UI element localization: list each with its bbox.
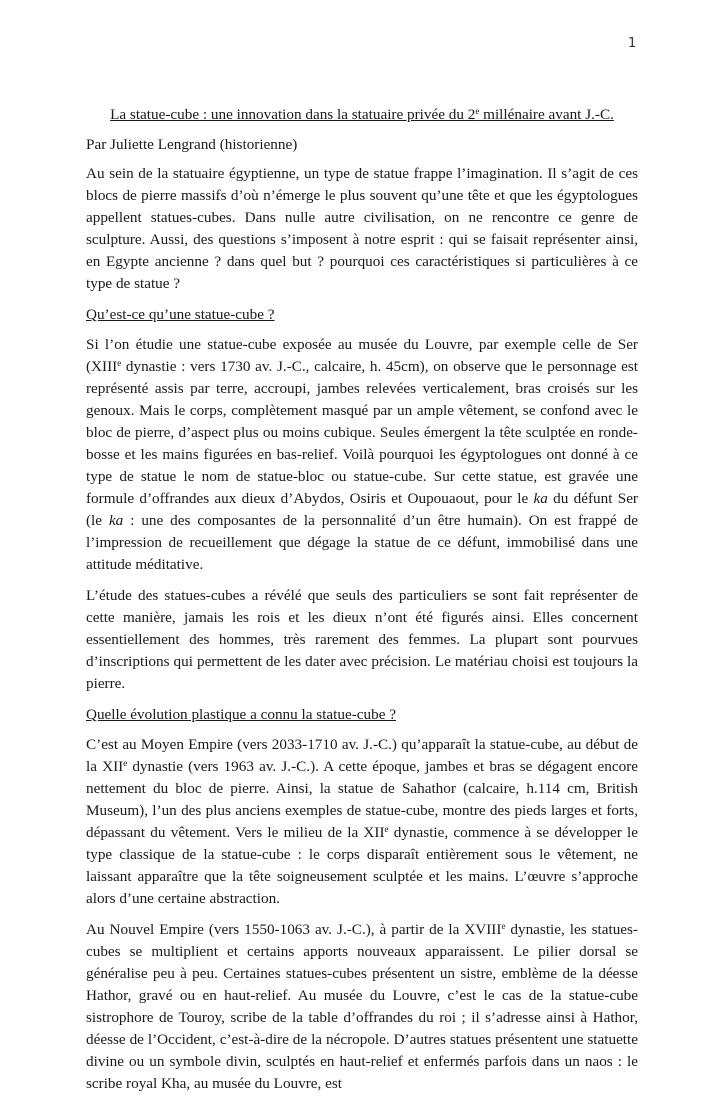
section-heading-evolution: Quelle évolution plastique a connu la statue-cube ? bbox=[86, 706, 396, 723]
paragraph-particuliers: L’étude des statues-cubes a révélé que seuls des particuliers se sont fait représenter de cette manière, jamais les rois et les dieux n’ont été figurés ainsi. Elles concernent essentiellement des hommes, très rarement des femmes. La plupart sont pourvues d’inscriptions qui permettent de les dater avec précision. Le matériau choisi est toujours la pierre. bbox=[86, 587, 638, 692]
title-superscript: e bbox=[475, 106, 480, 116]
text-run: dynastie (vers 1963 av. J.-C.). A cette époque, jambes et bras se dégagent encore nettement du bloc de pierre. Ainsi, la statue de Sahathor (calcaire, h.114 cm, British Museum), l’un des plus anciens exemples de statue-cube, montre des pieds larges et forts, dépassant du vêtement. Vers le milieu de la XII bbox=[86, 758, 638, 841]
text-run: dynastie : vers 1730 av. J.-C., calcaire, h. 45cm), on observe que le personnage est représenté assis par terre, accroupi, jambes relevées verticalement, bras croisés sur les genoux. Mais le corps, complètement masqué par un ample vêtement, se confond avec le bloc de pierre, d’aspect plus ou moins cubique. Seules émergent la tête sculptée en ronde-bosse et les mains figurées en bas-relief. Voilà pourquoi les égyptologues ont donné à ce type de statue le nom de statue-bloc ou statue-cube. Sur cette statue, est gravée une formule d’offrandes aux dieux d’Abydos, Osiris et Oupouaout, pour le bbox=[86, 358, 638, 507]
superscript: e bbox=[384, 824, 389, 834]
paragraph-louvre-ser bbox=[86, 334, 638, 576]
paragraph-moyen-empire bbox=[86, 734, 638, 910]
text-run: dynastie, commence à se développer le type classique de la statue-cube : le corps disparaît entièrement sous le vêtement, ne laissant apparaître que la tête soigneusement sculptée et les mains. L’œuvre s’approche alors d’une certaine abstraction. bbox=[86, 824, 638, 907]
italic-term-ka: ka bbox=[108, 512, 124, 529]
paragraph-intro: Au sein de la statuaire égyptienne, un type de statue frappe l’imagination. Il s’agit de ces blocs de pierre massifs d’où n’émerge le plus souvent qu’une tête et que les égyptologues appellent statues-cubes. Dans nulle autre civilisation, on ne rencontre ce genre de sculpture. Aussi, des questions s’imposent à notre esprit : qui se faisait représenter ainsi, en Egypte ancienne ? dans quel but ? pourquoi ces caractéristiques si particulières à ce type de statue ? bbox=[86, 165, 638, 292]
superscript: e bbox=[501, 921, 506, 931]
italic-term-ka: ka bbox=[533, 490, 548, 507]
document-title bbox=[86, 104, 638, 126]
superscript: e bbox=[123, 758, 128, 768]
paragraph-nouvel-empire bbox=[86, 919, 638, 1095]
author-byline: Par Juliette Lengrand (historienne) bbox=[86, 136, 298, 153]
page-number: 1 bbox=[628, 36, 637, 51]
text-run: C’est au Moyen Empire (vers 2033-1710 av. J.-C.) qu’apparaît la statue-cube, au début de la XII bbox=[86, 736, 638, 775]
text-run: Si l’on étudie une statue-cube exposée au musée du Louvre, par exemple celle de Ser (XIII bbox=[86, 336, 638, 375]
title-text-post: millénaire avant J.-C. bbox=[479, 106, 614, 123]
title-text-pre: La statue-cube : une innovation dans la statuaire privée du 2 bbox=[110, 106, 476, 123]
section-heading-what-is: Qu’est-ce qu’une statue-cube ? bbox=[86, 306, 275, 323]
text-run: du défunt Ser (le bbox=[86, 490, 638, 529]
text-run: Au Nouvel Empire (vers 1550-1063 av. J.-C.), à partir de la XVIII bbox=[86, 921, 502, 938]
text-run: dynastie, les statues-cubes se multiplient et certains apports nouveaux apparaissent. Le pilier dorsal se généralise peu à peu. Certaines statues-cubes présentent un sistre, emblème de la déesse Hathor, gravé ou en haut-relief. Au musée du Louvre, c’est le cas de la statue-cube sistrophore de Touroy, scribe de la table d’offrandes du roi ; il s’adresse ainsi à Hathor, déesse de l’Occident, c’est-à-dire de la nécropole. D’autres statues présentent une statuette divine ou un symbole divin, sculptés en haut-relief et enfermés parfois dans un naos : le scribe royal Kha, au musée du Louvre, est bbox=[86, 921, 638, 1092]
superscript: e bbox=[117, 358, 122, 368]
document-body bbox=[86, 104, 638, 1104]
text-run: : une des composantes de la personnalité d’un être humain). On est frappé de l’impression de recueillement que dégage la statue de ce défunt, immobilisé dans une attitude méditative. bbox=[86, 512, 638, 573]
